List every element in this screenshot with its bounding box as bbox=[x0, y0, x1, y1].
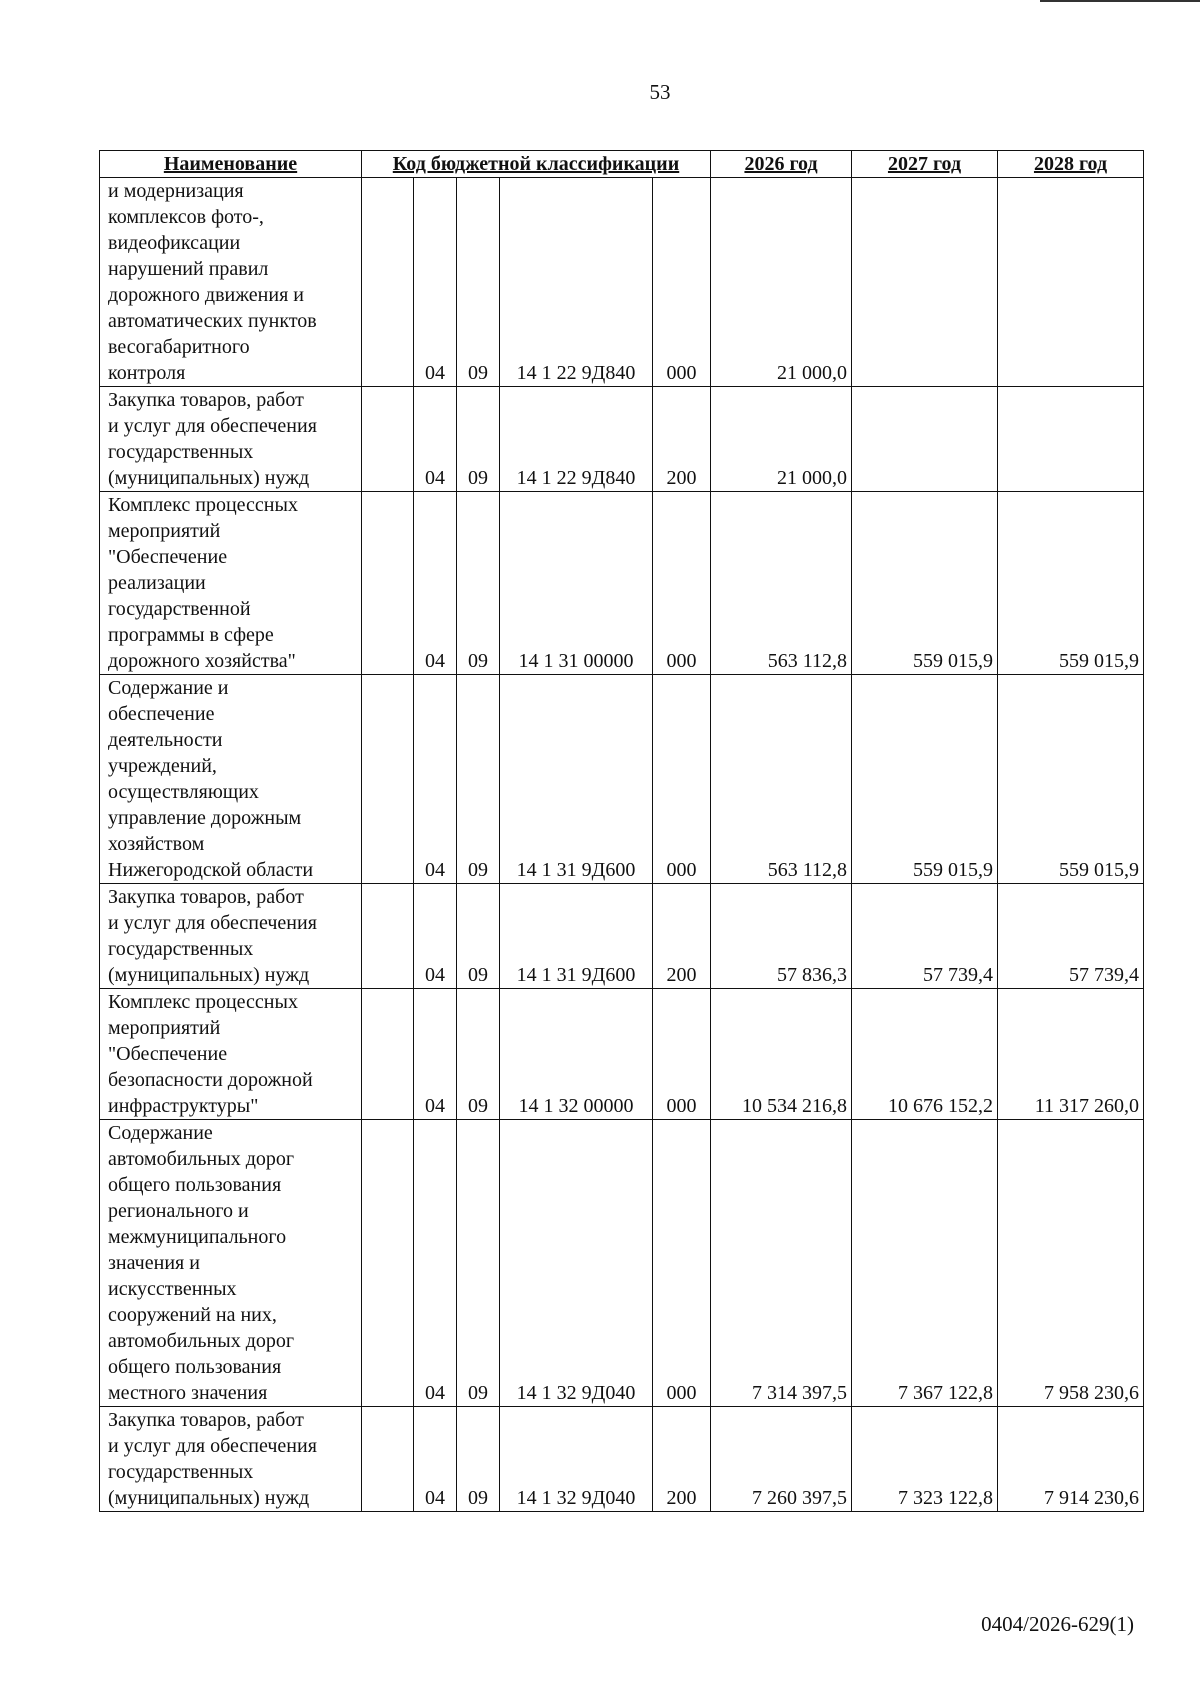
row-target-article-code: 14 1 22 9Д840 bbox=[500, 178, 653, 387]
row-name-line: комплексов фото-, bbox=[108, 206, 264, 228]
row-amount-2028: 559 015,9 bbox=[998, 492, 1144, 675]
row-target-article-code: 14 1 32 9Д040 bbox=[500, 1407, 653, 1512]
row-subsection-code: 09 bbox=[457, 492, 500, 675]
row-name bbox=[100, 1120, 362, 1407]
row-amount-2026: 21 000,0 bbox=[711, 387, 852, 492]
row-name-line: Закупка товаров, работ bbox=[108, 1409, 304, 1431]
row-name-line: (муниципальных) нужд bbox=[108, 1487, 310, 1509]
row-name-line: и услуг для обеспечения bbox=[108, 1435, 317, 1457]
row-target-article-code: 14 1 31 00000 bbox=[500, 492, 653, 675]
row-name-line: и услуг для обеспечения bbox=[108, 415, 317, 437]
row-expense-type-code: 000 bbox=[653, 989, 711, 1120]
row-code-blank bbox=[362, 1120, 414, 1407]
row-expense-type-code: 200 bbox=[653, 1407, 711, 1512]
row-amount-2028 bbox=[998, 387, 1144, 492]
row-name-line: автомобильных дорог bbox=[108, 1330, 295, 1352]
row-name-line: обеспечение bbox=[108, 703, 215, 725]
row-expense-type-code: 000 bbox=[653, 492, 711, 675]
row-name-line: регионального и bbox=[108, 1200, 249, 1222]
row-code-blank bbox=[362, 675, 414, 884]
row-subsection-code: 09 bbox=[457, 1407, 500, 1512]
row-name-line: Комплекс процессных bbox=[108, 494, 298, 516]
row-subsection-code: 09 bbox=[457, 989, 500, 1120]
row-name-line: управление дорожным bbox=[108, 807, 302, 829]
top-edge-rule bbox=[1040, 0, 1200, 2]
table-row bbox=[100, 675, 1144, 884]
header-2028: 2028 год bbox=[998, 151, 1144, 178]
row-section-code: 04 bbox=[414, 989, 457, 1120]
row-amount-2027: 10 676 152,2 bbox=[852, 989, 998, 1120]
row-name-line: деятельности bbox=[108, 729, 223, 751]
row-subsection-code: 09 bbox=[457, 387, 500, 492]
row-name-line: и модернизация bbox=[108, 180, 244, 202]
row-name-line: дорожного движения и bbox=[108, 284, 304, 306]
row-expense-type-code: 000 bbox=[653, 178, 711, 387]
row-name-line: Нижегородской области bbox=[108, 859, 314, 881]
table-body bbox=[100, 178, 1144, 1512]
row-amount-2026: 7 260 397,5 bbox=[711, 1407, 852, 1512]
row-amount-2028: 7 958 230,6 bbox=[998, 1120, 1144, 1407]
row-name-line: дорожного хозяйства" bbox=[108, 650, 296, 672]
row-name-line: общего пользования bbox=[108, 1174, 282, 1196]
row-name-line: весогабаритного bbox=[108, 336, 250, 358]
row-code-blank bbox=[362, 178, 414, 387]
row-code-blank bbox=[362, 989, 414, 1120]
row-name-line: государственных bbox=[108, 938, 254, 960]
row-amount-2026: 7 314 397,5 bbox=[711, 1120, 852, 1407]
row-name-line: сооружений на них, bbox=[108, 1304, 277, 1326]
row-target-article-code: 14 1 22 9Д840 bbox=[500, 387, 653, 492]
row-name-line: "Обеспечение bbox=[108, 546, 228, 568]
row-amount-2027 bbox=[852, 178, 998, 387]
table-row bbox=[100, 492, 1144, 675]
row-name-line: государственных bbox=[108, 1461, 254, 1483]
row-name-line: "Обеспечение bbox=[108, 1043, 228, 1065]
row-amount-2026: 10 534 216,8 bbox=[711, 989, 852, 1120]
row-name-line: Закупка товаров, работ bbox=[108, 886, 304, 908]
row-amount-2027: 57 739,4 bbox=[852, 884, 998, 989]
row-amount-2028 bbox=[998, 178, 1144, 387]
row-name-line: программы в сфере bbox=[108, 624, 274, 646]
row-amount-2027: 559 015,9 bbox=[852, 675, 998, 884]
row-target-article-code: 14 1 31 9Д600 bbox=[500, 675, 653, 884]
row-name-line: нарушений правил bbox=[108, 258, 269, 280]
row-name bbox=[100, 675, 362, 884]
budget-table bbox=[99, 150, 1144, 1512]
header-name: Наименование bbox=[100, 151, 362, 178]
row-code-blank bbox=[362, 492, 414, 675]
row-section-code: 04 bbox=[414, 178, 457, 387]
row-name-line: местного значения bbox=[108, 1382, 268, 1404]
row-amount-2028: 57 739,4 bbox=[998, 884, 1144, 989]
row-amount-2028: 11 317 260,0 bbox=[998, 989, 1144, 1120]
row-amount-2026: 21 000,0 bbox=[711, 178, 852, 387]
table-header-row bbox=[100, 151, 1144, 178]
row-name-line: государственной bbox=[108, 598, 251, 620]
row-name-line: межмуниципального bbox=[108, 1226, 287, 1248]
row-code-blank bbox=[362, 1407, 414, 1512]
row-name bbox=[100, 989, 362, 1120]
row-name-line: автоматических пунктов bbox=[108, 310, 317, 332]
row-code-blank bbox=[362, 884, 414, 989]
row-name-line: мероприятий bbox=[108, 520, 221, 542]
row-section-code: 04 bbox=[414, 884, 457, 989]
document-number: 0404/2026-629(1) bbox=[981, 1612, 1134, 1636]
table-row bbox=[100, 387, 1144, 492]
header-2027: 2027 год bbox=[852, 151, 998, 178]
row-amount-2026: 563 112,8 bbox=[711, 675, 852, 884]
row-section-code: 04 bbox=[414, 492, 457, 675]
row-subsection-code: 09 bbox=[457, 178, 500, 387]
row-name-line: и услуг для обеспечения bbox=[108, 912, 317, 934]
row-code-blank bbox=[362, 387, 414, 492]
row-section-code: 04 bbox=[414, 387, 457, 492]
row-name-line: Комплекс процессных bbox=[108, 991, 298, 1013]
table-row bbox=[100, 1407, 1144, 1512]
row-name-line: инфраструктуры" bbox=[108, 1095, 259, 1117]
row-section-code: 04 bbox=[414, 1407, 457, 1512]
header-2026: 2026 год bbox=[711, 151, 852, 178]
row-subsection-code: 09 bbox=[457, 1120, 500, 1407]
row-name-line: общего пользования bbox=[108, 1356, 282, 1378]
table-row bbox=[100, 1120, 1144, 1407]
row-name-line: Закупка товаров, работ bbox=[108, 389, 304, 411]
table-row bbox=[100, 884, 1144, 989]
row-name-line: автомобильных дорог bbox=[108, 1148, 295, 1170]
row-name-line: хозяйством bbox=[108, 833, 205, 855]
row-name-line: (муниципальных) нужд bbox=[108, 467, 310, 489]
row-amount-2027: 7 323 122,8 bbox=[852, 1407, 998, 1512]
row-target-article-code: 14 1 32 9Д040 bbox=[500, 1120, 653, 1407]
row-target-article-code: 14 1 31 9Д600 bbox=[500, 884, 653, 989]
row-expense-type-code: 000 bbox=[653, 1120, 711, 1407]
row-target-article-code: 14 1 32 00000 bbox=[500, 989, 653, 1120]
row-name-line: Содержание и bbox=[108, 677, 229, 699]
row-name-line: государственных bbox=[108, 441, 254, 463]
row-amount-2027 bbox=[852, 387, 998, 492]
row-name-line: значения и bbox=[108, 1252, 200, 1274]
row-name bbox=[100, 178, 362, 387]
row-section-code: 04 bbox=[414, 1120, 457, 1407]
row-amount-2026: 57 836,3 bbox=[711, 884, 852, 989]
row-name bbox=[100, 884, 362, 989]
row-expense-type-code: 200 bbox=[653, 884, 711, 989]
row-name-line: контроля bbox=[108, 362, 186, 384]
header-code: Код бюджетной классификации bbox=[362, 151, 711, 178]
row-name-line: учреждений, bbox=[108, 755, 217, 777]
row-name-line: реализации bbox=[108, 572, 206, 594]
row-subsection-code: 09 bbox=[457, 884, 500, 989]
row-name bbox=[100, 1407, 362, 1512]
row-name-line: безопасности дорожной bbox=[108, 1069, 313, 1091]
row-expense-type-code: 000 bbox=[653, 675, 711, 884]
row-name-line: Содержание bbox=[108, 1122, 213, 1144]
page-number: 53 bbox=[649, 80, 671, 104]
row-name-line: искусственных bbox=[108, 1278, 237, 1300]
table-row bbox=[100, 178, 1144, 387]
table-row bbox=[100, 989, 1144, 1120]
row-amount-2027: 559 015,9 bbox=[852, 492, 998, 675]
row-amount-2028: 559 015,9 bbox=[998, 675, 1144, 884]
row-section-code: 04 bbox=[414, 675, 457, 884]
row-expense-type-code: 200 bbox=[653, 387, 711, 492]
row-amount-2027: 7 367 122,8 bbox=[852, 1120, 998, 1407]
row-name bbox=[100, 387, 362, 492]
row-name-line: мероприятий bbox=[108, 1017, 221, 1039]
row-name-line: осуществляющих bbox=[108, 781, 259, 803]
row-name-line: (муниципальных) нужд bbox=[108, 964, 310, 986]
row-name bbox=[100, 492, 362, 675]
row-amount-2028: 7 914 230,6 bbox=[998, 1407, 1144, 1512]
row-subsection-code: 09 bbox=[457, 675, 500, 884]
row-name-line: видеофиксации bbox=[108, 232, 241, 254]
row-amount-2026: 563 112,8 bbox=[711, 492, 852, 675]
